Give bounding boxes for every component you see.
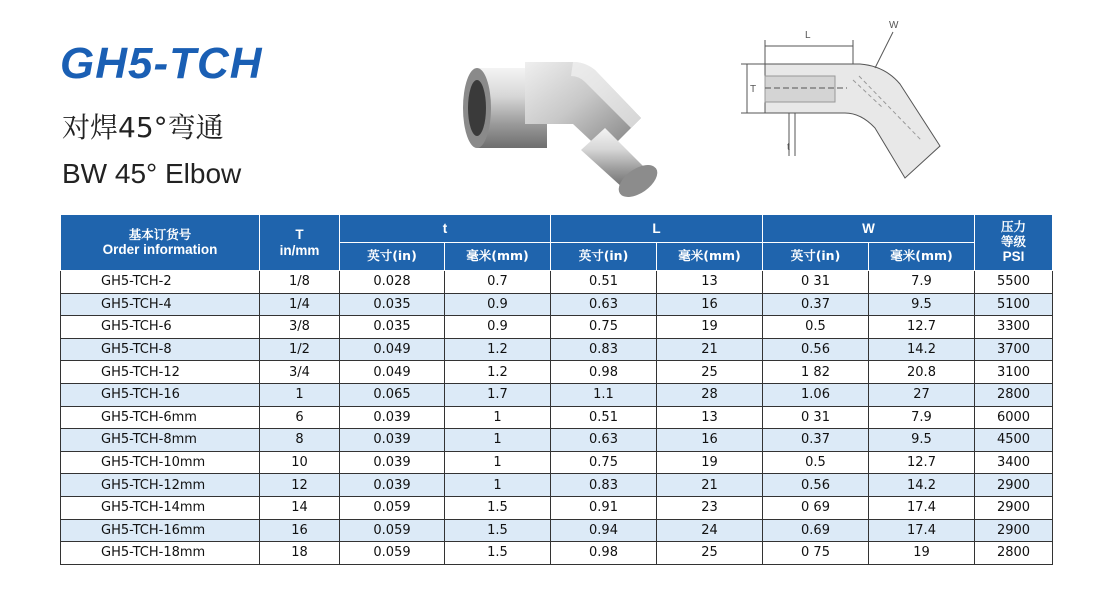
cell-t-mm: 1.2 [445,338,551,361]
cell-order: GH5-TCH-4 [61,293,260,316]
cell-L-mm: 19 [657,451,763,474]
cell-W-mm: 12.7 [869,316,975,339]
cell-L-mm: 21 [657,474,763,497]
cell-L-in: 0.83 [551,338,657,361]
cell-t-in: 0.059 [340,496,445,519]
cell-t-in: 0.039 [340,406,445,429]
cell-t-in: 0.039 [340,451,445,474]
header-L-inch-label: 英寸(in) [578,248,629,264]
header-L-inch [551,243,657,271]
cell-L-mm: 13 [657,406,763,429]
cell-t-in: 0.039 [340,474,445,497]
cell-t-mm: 0.7 [445,271,551,294]
cell-order: GH5-TCH-6 [61,316,260,339]
table-row [61,519,1053,542]
header-t-group: t [340,215,551,243]
header-t-mm [445,243,551,271]
cell-W-in: 0 31 [763,271,869,294]
cell-t-mm: 0.9 [445,316,551,339]
elbow-dimension-drawing [735,16,955,201]
specification-table-body [61,271,1053,565]
cell-L-mm: 13 [657,271,763,294]
table-row [61,542,1053,565]
cell-T: 6 [260,406,340,429]
cell-T: 3/8 [260,316,340,339]
cell-L-mm: 28 [657,383,763,406]
table-row [61,429,1053,452]
cell-W-mm: 19 [869,542,975,565]
table-row [61,406,1053,429]
cell-L-in: 0.63 [551,429,657,452]
cell-W-in: 0.56 [763,338,869,361]
drawing-label-t: t [787,142,790,153]
drawing-label-L: L [805,30,811,41]
cell-L-in: 1.1 [551,383,657,406]
header-T-unit: in/mm [279,242,320,258]
cell-W-mm: 27 [869,383,975,406]
header-t-inch-label: 英寸(in) [367,248,417,264]
cell-T: 1 [260,383,340,406]
header-psi-cn2: 等级 [1000,233,1026,249]
cell-t-in: 0.028 [340,271,445,294]
cell-L-mm: 25 [657,361,763,384]
cell-L-mm: 23 [657,496,763,519]
header-t-mm-label: 毫米(mm) [466,248,529,264]
header-W-group: W [763,215,975,243]
cell-W-mm: 17.4 [869,496,975,519]
cell-t-mm: 1.2 [445,361,551,384]
cell-psi: 5500 [975,271,1053,294]
header-W-mm [869,243,975,271]
cell-t-in: 0.059 [340,542,445,565]
table-row [61,293,1053,316]
cell-T: 10 [260,451,340,474]
cell-order: GH5-TCH-8 [61,338,260,361]
product-title-english: BW 45° Elbow [62,158,242,189]
cell-L-mm: 16 [657,293,763,316]
table-row [61,383,1053,406]
cell-t-mm: 1 [445,451,551,474]
cell-T: 12 [260,474,340,497]
cell-W-mm: 7.9 [869,271,975,294]
cell-W-mm: 14.2 [869,338,975,361]
cell-T: 8 [260,429,340,452]
drawing-label-W: W [889,20,899,31]
cell-T: 18 [260,542,340,565]
cell-psi: 3700 [975,338,1053,361]
cell-T: 1/8 [260,271,340,294]
cell-W-in: 1.06 [763,383,869,406]
cell-psi: 3300 [975,316,1053,339]
header-t-inch [340,243,445,271]
cell-W-in: 0 31 [763,406,869,429]
cell-t-mm: 0.9 [445,293,551,316]
header-L-mm [657,243,763,271]
header-W-inch [763,243,869,271]
cell-t-mm: 1.5 [445,496,551,519]
cell-t-in: 0.059 [340,519,445,542]
cell-order: GH5-TCH-2 [61,271,260,294]
cell-t-mm: 1.5 [445,519,551,542]
header-order-information [61,215,260,271]
table-row [61,316,1053,339]
cell-order: GH5-TCH-12 [61,361,260,384]
cell-W-mm: 9.5 [869,293,975,316]
cell-L-in: 0.51 [551,406,657,429]
cell-order: GH5-TCH-8mm [61,429,260,452]
cell-t-in: 0.049 [340,361,445,384]
cell-W-mm: 7.9 [869,406,975,429]
cell-psi: 3400 [975,451,1053,474]
cell-t-in: 0.065 [340,383,445,406]
cell-W-mm: 20.8 [869,361,975,384]
cell-L-mm: 25 [657,542,763,565]
cell-W-mm: 9.5 [869,429,975,452]
cell-order: GH5-TCH-10mm [61,451,260,474]
cell-order: GH5-TCH-16mm [61,519,260,542]
cell-W-in: 0.37 [763,429,869,452]
cell-W-in: 0.37 [763,293,869,316]
cell-L-in: 0.75 [551,451,657,474]
cell-T: 16 [260,519,340,542]
table-row [61,496,1053,519]
header-L-mm-label: 毫米(mm) [678,248,741,264]
cell-psi: 5100 [975,293,1053,316]
table-row [61,361,1053,384]
cell-W-in: 0 69 [763,496,869,519]
header-pressure-psi [975,215,1053,271]
cell-t-in: 0.035 [340,316,445,339]
elbow-product-photo [455,38,675,198]
header-W-mm-label: 毫米(mm) [890,248,953,264]
cell-T: 14 [260,496,340,519]
cell-W-mm: 17.4 [869,519,975,542]
table-row [61,474,1053,497]
cell-t-in: 0.039 [340,429,445,452]
header-T-label: T [295,226,304,242]
cell-L-in: 0.98 [551,361,657,384]
cell-order: GH5-TCH-12mm [61,474,260,497]
cell-order: GH5-TCH-16 [61,383,260,406]
cell-t-mm: 1 [445,429,551,452]
cell-psi: 2900 [975,496,1053,519]
table-row [61,451,1053,474]
cell-psi: 2800 [975,383,1053,406]
cell-W-in: 1 82 [763,361,869,384]
cell-t-in: 0.049 [340,338,445,361]
table-row [61,271,1053,294]
cell-order: GH5-TCH-14mm [61,496,260,519]
cell-L-in: 0.75 [551,316,657,339]
cell-L-mm: 24 [657,519,763,542]
header-order-cn: 基本订货号 [128,226,192,242]
drawing-label-T: T [750,84,757,95]
cell-L-in: 0.94 [551,519,657,542]
cell-t-mm: 1 [445,406,551,429]
cell-t-mm: 1 [445,474,551,497]
product-model-title: GH5-TCH [60,39,263,88]
cell-W-in: 0.56 [763,474,869,497]
cell-T: 1/2 [260,338,340,361]
cell-psi: 3100 [975,361,1053,384]
cell-W-in: 0.5 [763,316,869,339]
cell-L-in: 0.63 [551,293,657,316]
cell-L-mm: 21 [657,338,763,361]
cell-order: GH5-TCH-6mm [61,406,260,429]
header-psi-en: PSI [1002,249,1025,265]
cell-psi: 2900 [975,519,1053,542]
product-title-chinese: 对焊45°弯通 [62,111,224,144]
cell-W-in: 0 75 [763,542,869,565]
cell-L-in: 0.83 [551,474,657,497]
cell-W-mm: 12.7 [869,451,975,474]
cell-L-in: 0.98 [551,542,657,565]
cell-T: 3/4 [260,361,340,384]
cell-psi: 4500 [975,429,1053,452]
header-W-inch-label: 英寸(in) [790,248,841,264]
table-row [61,338,1053,361]
cell-t-in: 0.035 [340,293,445,316]
cell-t-mm: 1.5 [445,542,551,565]
cell-psi: 6000 [975,406,1053,429]
cell-order: GH5-TCH-18mm [61,542,260,565]
cell-t-mm: 1.7 [445,383,551,406]
cell-L-in: 0.91 [551,496,657,519]
header-order-en: Order information [102,241,218,257]
header-psi-cn1: 压力 [1000,219,1026,235]
cell-L-mm: 19 [657,316,763,339]
specification-table [60,214,1053,565]
cell-L-in: 0.51 [551,271,657,294]
cell-T: 1/4 [260,293,340,316]
header-L-group: L [551,215,763,243]
cell-psi: 2900 [975,474,1053,497]
cell-W-in: 0.69 [763,519,869,542]
cell-L-mm: 16 [657,429,763,452]
cell-psi: 2800 [975,542,1053,565]
cell-W-in: 0.5 [763,451,869,474]
header-T [260,215,340,271]
cell-W-mm: 14.2 [869,474,975,497]
